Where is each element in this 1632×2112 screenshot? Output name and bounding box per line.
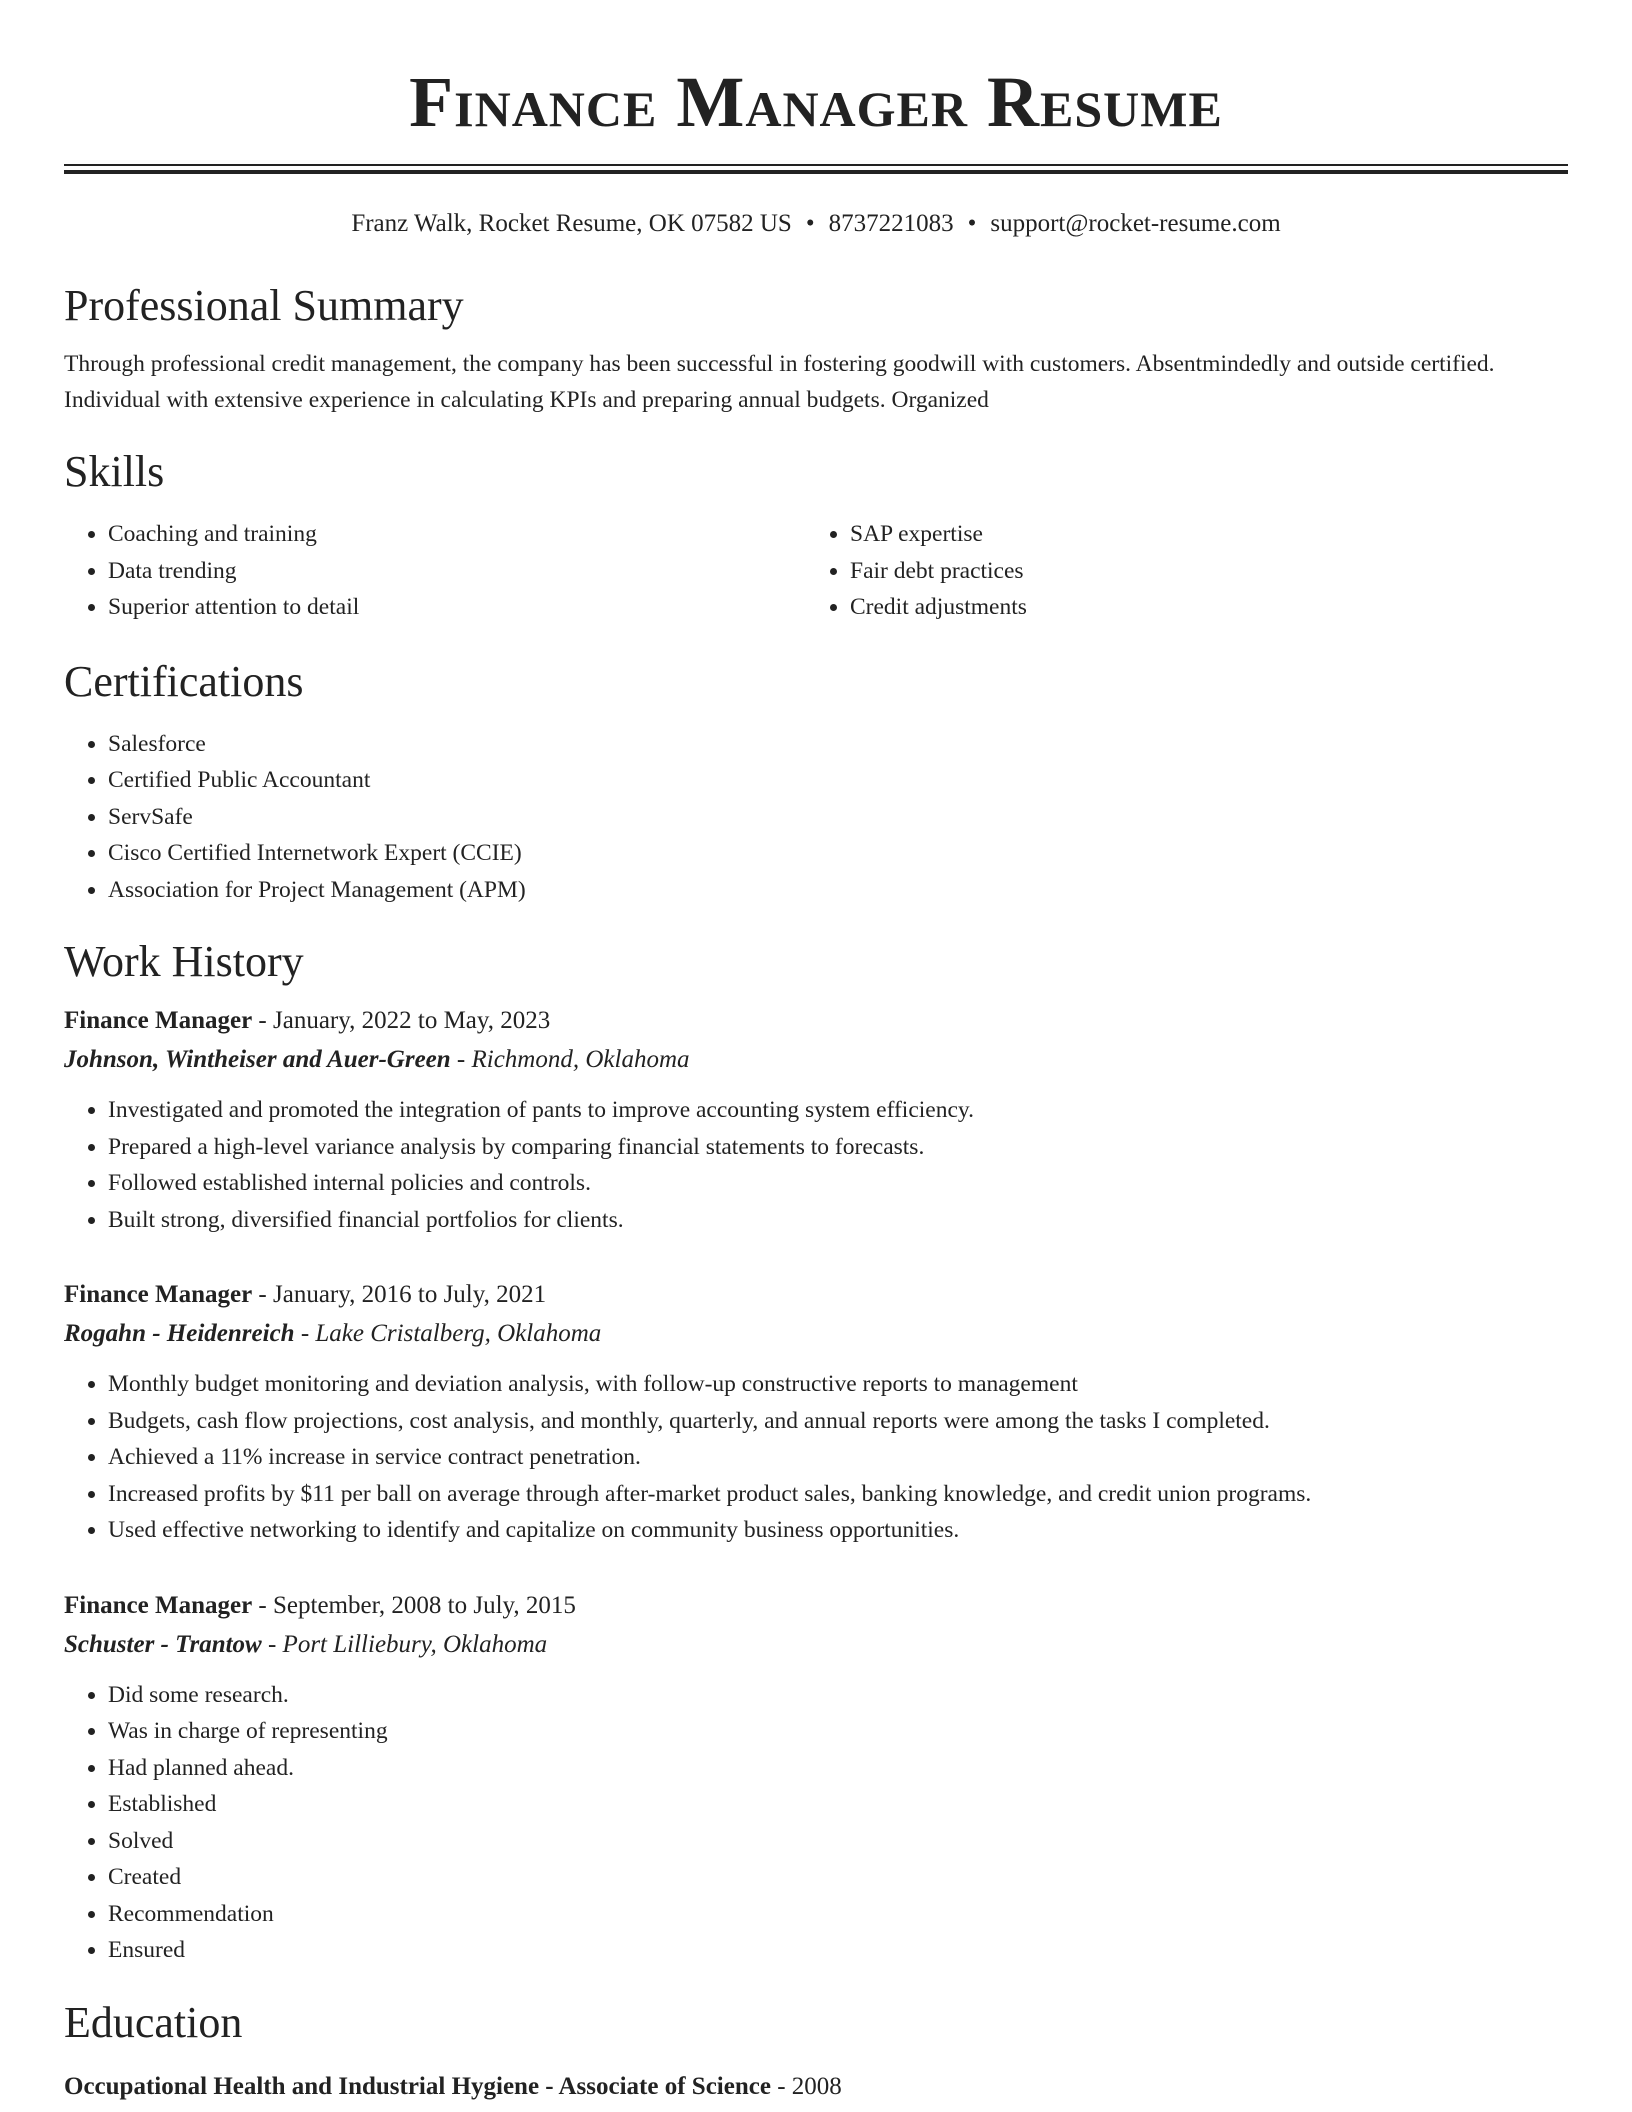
job-bullet: • Followed established internal policies and controls.: [108, 1165, 1568, 1202]
certification-item: • Cisco Certified Internetwork Expert (CCIE): [108, 835, 1568, 872]
job-title: Finance Manager: [64, 1007, 253, 1034]
job-dates: - September, 2008 to July, 2015: [252, 1591, 576, 1619]
title-divider: [64, 164, 1568, 174]
skill-item: • SAP expertise: [850, 516, 1548, 553]
job-bullet: • Had planned ahead.: [108, 1750, 1568, 1787]
job-bullet: • Achieved a 11% increase in service contract penetration.: [108, 1439, 1568, 1476]
work-history-heading: Work History: [64, 937, 304, 986]
job-bullet: • Prepared a high-level variance analysis by comparing financial statements to forecasts.: [108, 1129, 1568, 1166]
company-name: Rogahn - Heidenreich: [64, 1320, 295, 1347]
contact-phone: 8737221083: [828, 210, 954, 237]
company-location: - Port Lilliebury, Oklahoma: [261, 1630, 548, 1658]
skills-column-left: [64, 516, 806, 626]
job-bullets: [64, 1092, 1568, 1238]
education-year: - 2008: [770, 2072, 842, 2100]
job-title-line: [64, 1276, 1568, 1314]
skill-item: • Data trending: [108, 553, 806, 590]
company-location: - Lake Cristalberg, Oklahoma: [294, 1320, 602, 1347]
job-dates: - January, 2022 to May, 2023: [252, 1007, 551, 1034]
company-line: [64, 1040, 1568, 1080]
job-bullet: • Investigated and promoted the integration of pants to improve accounting system efficiency.: [108, 1092, 1568, 1129]
education-program: Occupational Health and Industrial Hygiene - Associate of Science: [64, 2072, 771, 2100]
skill-item: • Credit adjustments: [850, 589, 1548, 626]
skill-item: • Coaching and training: [108, 516, 806, 553]
job-bullet: • Created: [108, 1859, 1568, 1896]
certification-item: • ServSafe: [108, 799, 1568, 836]
job-bullet: • Established: [108, 1786, 1568, 1823]
company-name: Schuster - Trantow: [64, 1630, 262, 1658]
summary-heading: Professional Summary: [64, 281, 464, 330]
education-entry: [64, 2069, 1568, 2105]
company-line: [64, 1625, 1568, 1665]
job-bullet: • Monthly budget monitoring and deviation analysis, with follow-up constructive reports to management: [108, 1366, 1568, 1403]
certifications-list: [64, 726, 1568, 909]
skills-column-right: [806, 516, 1548, 626]
job-entry: [64, 1587, 1568, 1969]
education-heading: Education: [64, 1997, 243, 2047]
job-bullet: • Did some research.: [108, 1677, 1568, 1714]
contact-line: [64, 208, 1568, 240]
certification-item: • Certified Public Accountant: [108, 762, 1568, 799]
company-line: [64, 1314, 1568, 1354]
certification-item: • Salesforce: [108, 726, 1568, 763]
job-bullet: • Solved: [108, 1823, 1568, 1860]
skill-item: • Fair debt practices: [850, 553, 1548, 590]
skills-list-right: [806, 516, 1548, 626]
job-bullet: • Ensured: [108, 1932, 1568, 1969]
page-title: Finance Manager Resume: [409, 62, 1223, 142]
skills-columns: [64, 516, 1568, 626]
job-bullet: • Increased profits by $11 per ball on average through after-market product sales, banking knowledge, and credit union programs.: [108, 1476, 1568, 1513]
job-title: Finance Manager: [64, 1591, 253, 1619]
job-title: Finance Manager: [64, 1281, 253, 1308]
skills-heading: Skills: [64, 447, 165, 496]
contact-separator: •: [805, 210, 815, 237]
job-entry: [64, 1002, 1568, 1238]
job-entry: [64, 1276, 1568, 1549]
job-bullet: • Built strong, diversified financial portfolios for clients.: [108, 1202, 1568, 1239]
job-bullets: [64, 1677, 1568, 1969]
contact-email: support@rocket-resume.com: [990, 210, 1281, 237]
certifications-heading: Certifications: [64, 656, 304, 706]
job-bullet: • Used effective networking to identify and capitalize on community business opportunities.: [108, 1512, 1568, 1549]
certification-item: • Association for Project Management (APM): [108, 872, 1568, 909]
job-bullet: • Budgets, cash flow projections, cost analysis, and monthly, quarterly, and annual reports were among the tasks I completed.: [108, 1403, 1568, 1440]
job-title-line: [64, 1002, 1568, 1040]
job-dates: - January, 2016 to July, 2021: [252, 1281, 547, 1308]
contact-separator: •: [967, 210, 977, 237]
job-bullet: • Recommendation: [108, 1896, 1568, 1933]
summary-text: Through professional credit management, the company has been successful in fostering goodwill with customers. Absentmindedly and outside certified. Individual with extensive experience in calculating KPIs and preparing annual budgets. Organized: [64, 351, 1495, 413]
skill-item: • Superior attention to detail: [108, 589, 806, 626]
skills-list-left: [64, 516, 806, 626]
company-name: Johnson, Wintheiser and Auer-Green: [64, 1046, 451, 1073]
job-bullet: • Was in charge of representing: [108, 1713, 1568, 1750]
company-location: - Richmond, Oklahoma: [450, 1046, 690, 1073]
job-title-line: [64, 1587, 1568, 1625]
job-bullets: [64, 1366, 1568, 1549]
contact-address: Franz Walk, Rocket Resume, OK 07582 US: [351, 210, 792, 237]
